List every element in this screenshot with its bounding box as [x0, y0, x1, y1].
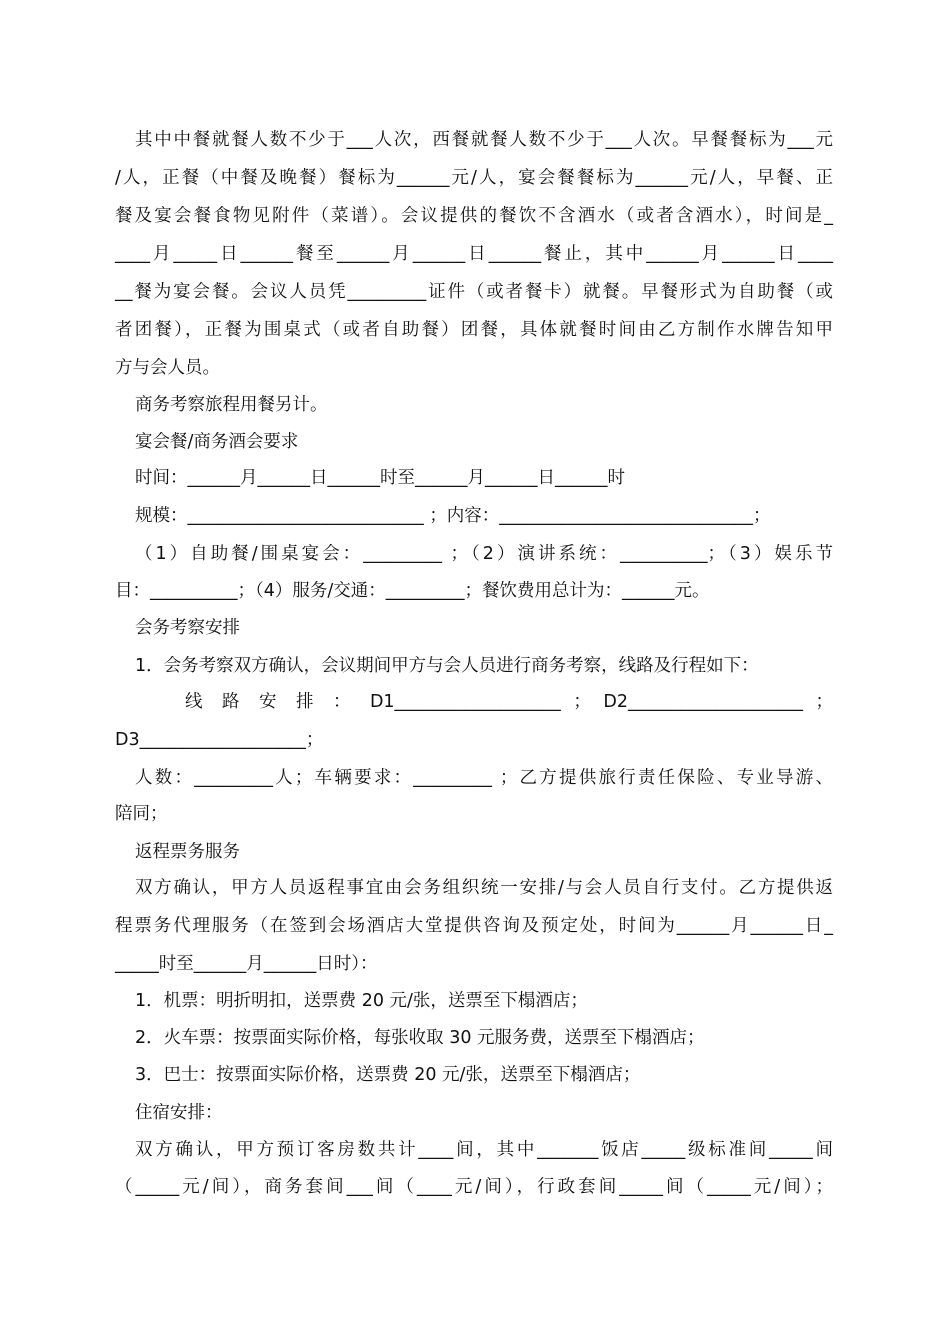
meal-line-2: /人，正餐（中餐及晚餐）餐标为______元/人，宴会餐餐标为______元/人，早餐、正 [115, 168, 833, 188]
banquet-items-line-2: 目：__________；（4）服务/交通：_________；餐饮费用总计为：______元。 [115, 581, 710, 601]
ticket-item-2: 2．火车票：按票面实际价格，每张收取 30 元服务费，送票至下榻酒店； [135, 1028, 705, 1048]
meal-line-6: 者团餐），正餐为围桌式（或者自助餐）团餐，具体就餐时间由乙方制作水牌告知甲 [115, 320, 833, 340]
tour-title: 会务考察安排 [135, 618, 240, 638]
tour-item-1: 1．会务考察双方确认，会议期间甲方与会人员进行商务考察，线路及行程如下： [135, 656, 759, 676]
lodging-line-2: （_____元/间），商务套间___间（____元/间），行政套间_____间（_____元/间）； [115, 1177, 833, 1197]
lodging-title: 住宿安排： [135, 1103, 223, 1123]
ticket-title: 返程票务服务 [135, 842, 240, 862]
banquet-items-line-1: （1）自助餐/围桌宴会：_________ ；（2）演讲系统：__________；（3）娱乐节 [135, 544, 833, 564]
tour-route-line-1: 线 路 安 排 ： D1___________________ ； D2____________________ ； [185, 692, 833, 712]
meal-extra-note: 商务考察旅程用餐另计。 [135, 395, 328, 415]
meal-line-4: ____月_____日______餐至______月______日______餐止，其中______月______日____ [115, 244, 833, 264]
banquet-time: 时间：______月______日______时至______月______日______时 [135, 468, 625, 488]
ticket-p-line-2: 程票务代理服务（在签到会场酒店大堂提供咨询及预定处，时间为______月______日_ [115, 916, 833, 936]
lodging-line-1: 双方确认，甲方预订客房数共计____间，其中_______饭店_____级标准间_____间 [135, 1140, 833, 1160]
ticket-item-3: 3．巴士：按票面实际价格，送票费 20 元/张，送票至下榻酒店； [135, 1065, 641, 1085]
tour-people-line-2: 陪同； [115, 804, 168, 824]
meal-line-1: 其中中餐就餐人数不少于___人次，西餐就餐人数不少于___人次。早餐餐标为___元 [135, 130, 833, 150]
tour-route-line-2: D3___________________； [115, 730, 324, 750]
tour-people-line-1: 人数：_________人；车辆要求：_________ ；乙方提供旅行责任保险、专业导游、 [135, 768, 833, 788]
meal-line-7: 方与会人员。 [115, 358, 220, 378]
banquet-scale: 规模：___________________________ ；内容：_____________________________； [135, 506, 771, 526]
ticket-item-1: 1．机票：明折明扣，送票费 20 元/张，送票至下榻酒店； [135, 991, 588, 1011]
meal-line-3: 餐及宴会餐食物见附件（菜谱）。会议提供的餐饮不含酒水（或者含酒水），时间是_ [115, 206, 833, 226]
banquet-title: 宴会餐/商务酒会要求 [135, 432, 299, 452]
ticket-p-line-3: _____时至______月______日时）： [115, 954, 378, 974]
ticket-p-line-1: 双方确认，甲方人员返程事宜由会务组织统一安排/与会人员自行支付。乙方提供返 [135, 878, 833, 898]
meal-line-5: __餐为宴会餐。会议人员凭_________证件（或者餐卡）就餐。早餐形式为自助餐（或 [115, 282, 833, 302]
